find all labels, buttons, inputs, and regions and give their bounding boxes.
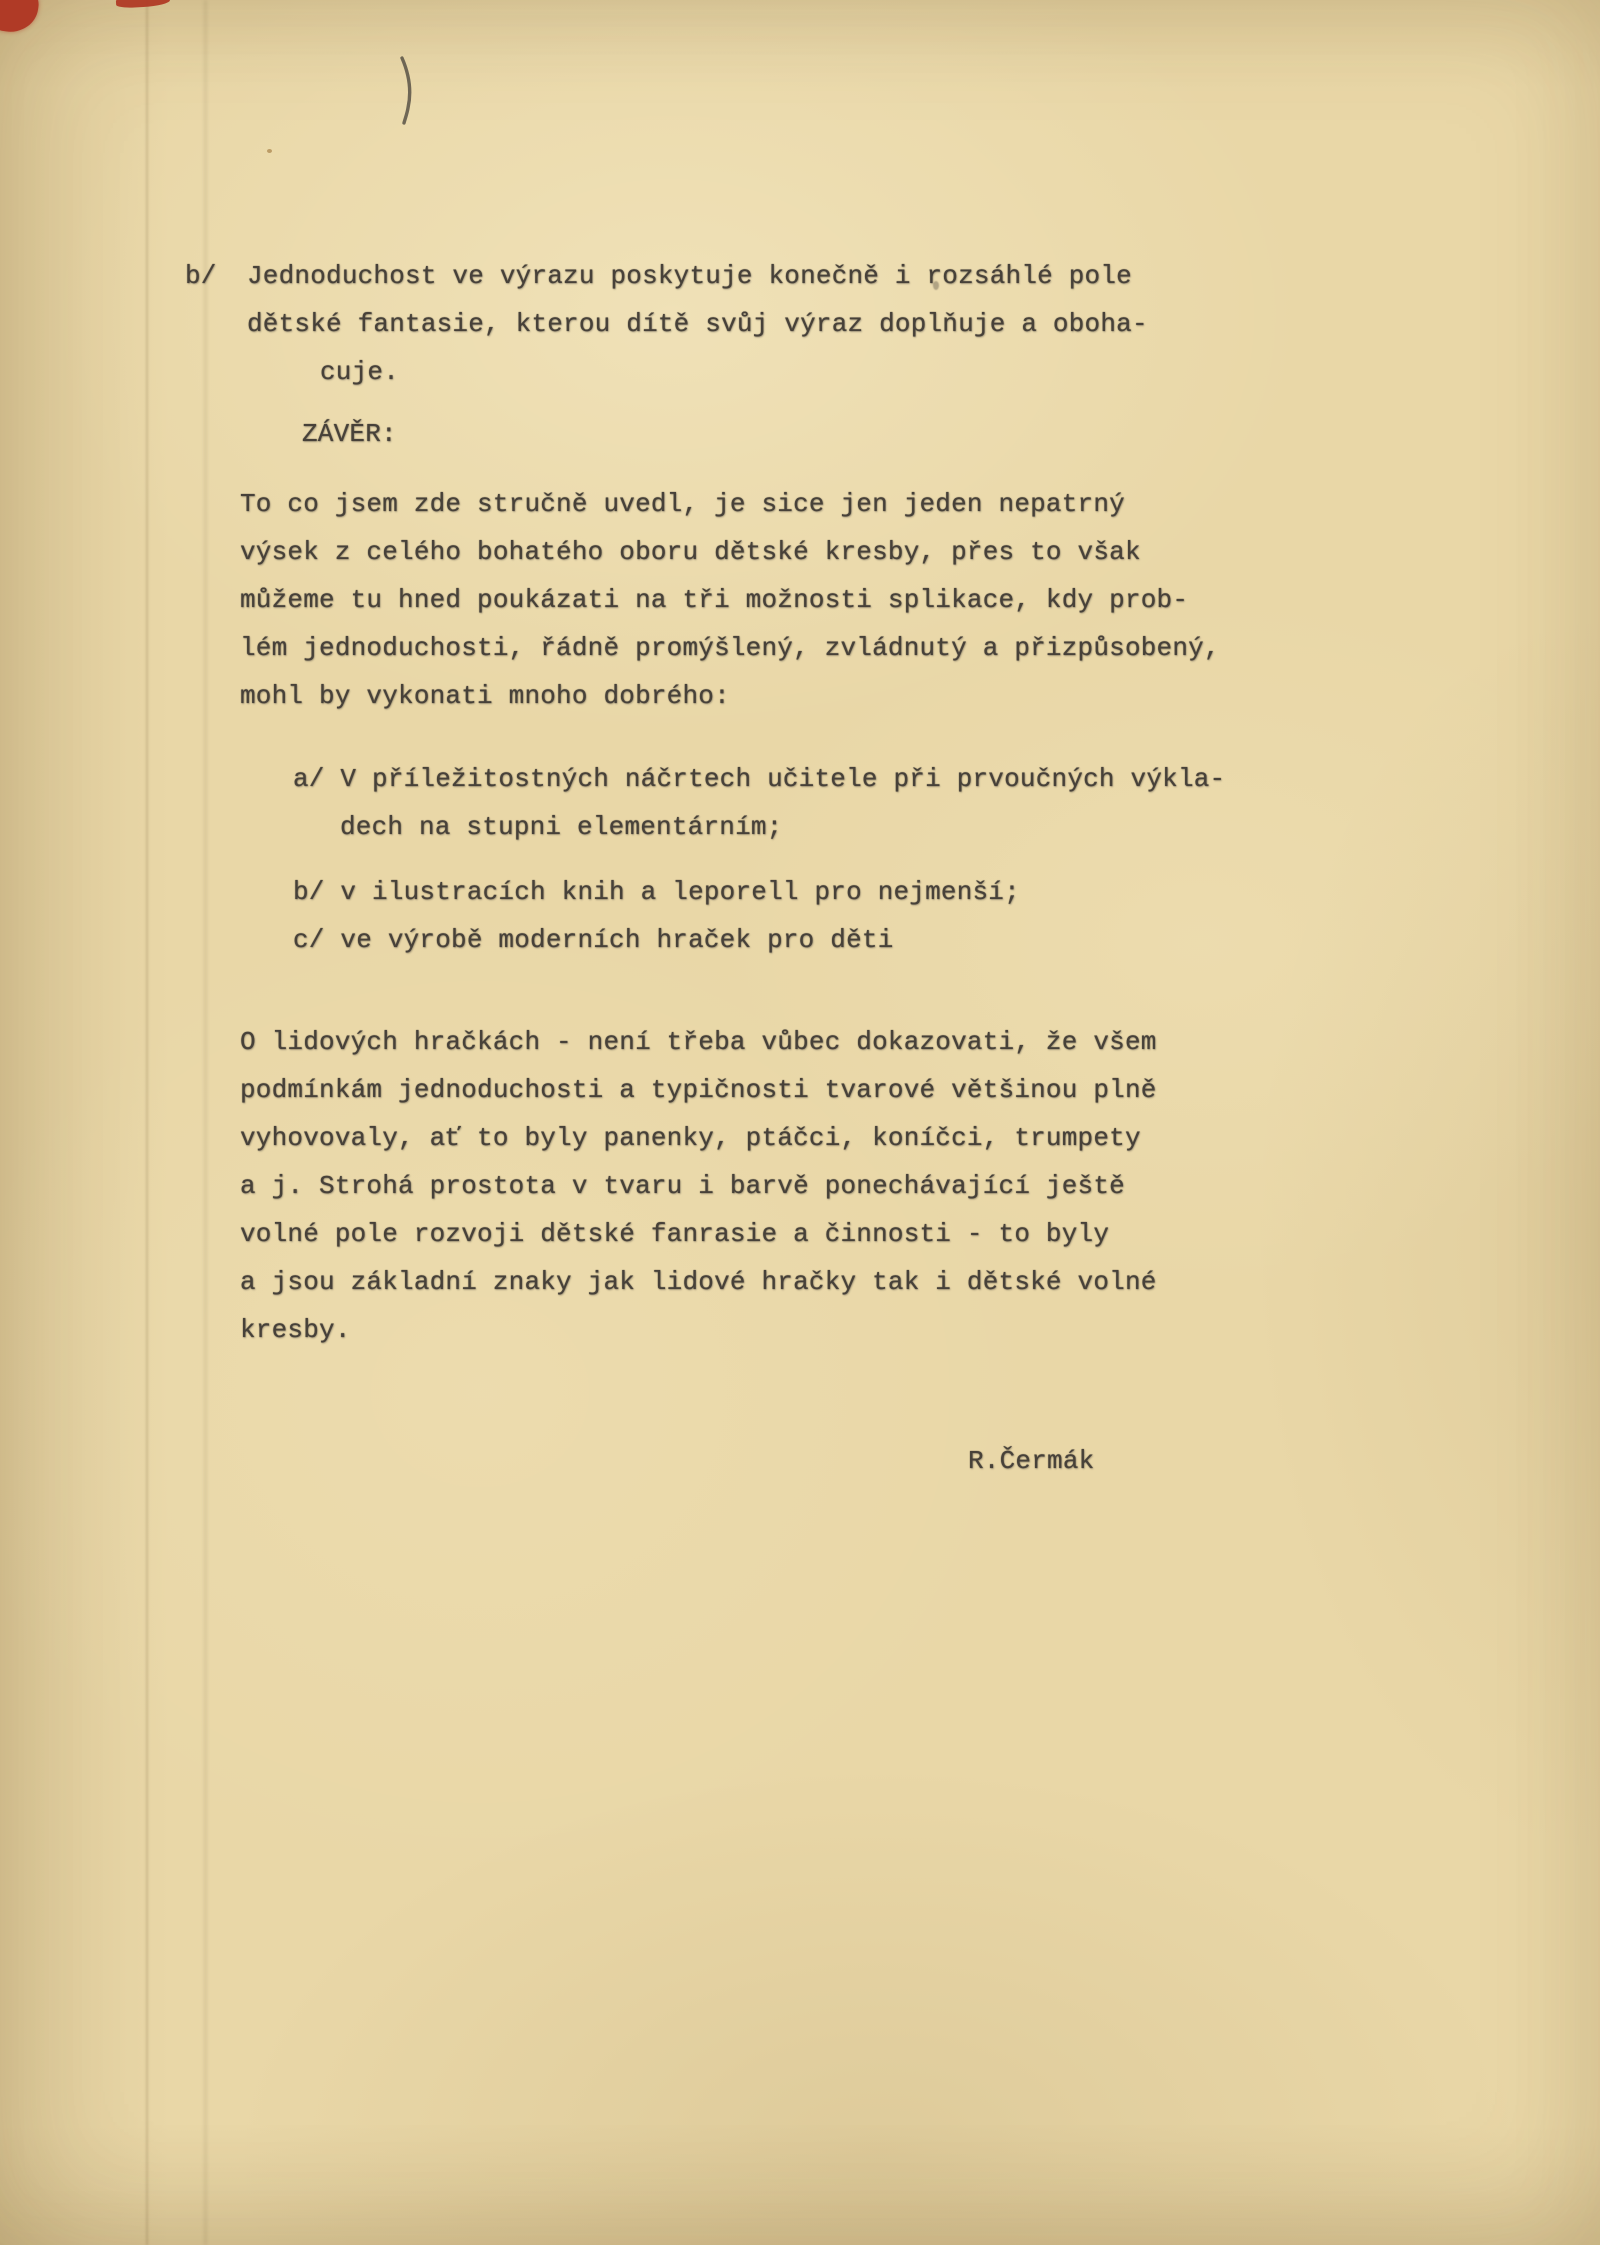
list-item-c-line: c/ ve výrobě moderních hraček pro děti	[293, 925, 894, 955]
text-line: a jsou základní znaky jak lidové hračky tak i dětské volné	[240, 1267, 1157, 1297]
fold-crease-left	[146, 0, 148, 2245]
text-line: O lidových hračkách - není třeba vůbec dokazovati, že všem	[240, 1027, 1157, 1057]
text-line: Jednoduchost ve výrazu poskytuje konečně i rozsáhlé pole	[247, 261, 1132, 291]
text-line: volné pole rozvoji dětské fanrasie a činnosti - to byly	[240, 1219, 1110, 1249]
section-heading: ZÁVĚR:	[302, 419, 397, 449]
paper-fleck	[267, 149, 272, 153]
text-line: můžeme tu hned poukázati na tři možnosti splikace, kdy prob-	[240, 585, 1189, 615]
text-line: cuje.	[320, 357, 400, 387]
text-line: To co jsem zde stručně uvedl, je sice jen jeden nepatrný	[240, 489, 1125, 519]
list-item-b-line: b/ v ilustracích knih a leporell pro nejmenší;	[293, 877, 1020, 907]
pen-stroke-mark	[396, 56, 420, 126]
list-item-a-line: dech na stupni elementárním;	[340, 812, 783, 842]
text-line: podmínkám jednoduchosti a typičnosti tvarové většinou plně	[240, 1075, 1157, 1105]
text-line: mohl by vykonati mnoho dobrého:	[240, 681, 730, 711]
text-line: kresby.	[240, 1315, 351, 1345]
text-line: dětské fantasie, kterou dítě svůj výraz doplňuje a oboha-	[247, 309, 1148, 339]
list-item-a-line: a/ V příležitostných náčrtech učitele při prvoučných výkla-	[293, 764, 1226, 794]
red-ink-mark-corner	[0, 0, 41, 35]
text-line: lém jednoduchosti, řádně promýšlený, zvládnutý a přizpůsobený,	[240, 633, 1220, 663]
signature: R.Čermák	[968, 1446, 1095, 1476]
text-line: výsek z celého bohatého oboru dětské kresby, přes to však	[240, 537, 1141, 567]
text-line: a j. Strohá prostota v tvaru i barvě ponechávající ještě	[240, 1171, 1125, 1201]
item-b-marker: b/	[185, 261, 217, 291]
fold-crease-inner	[204, 0, 207, 2245]
text-line: vyhovovaly, ať to byly panenky, ptáčci, koníčci, trumpety	[240, 1123, 1141, 1153]
red-ink-mark-top-edge	[116, 0, 171, 8]
